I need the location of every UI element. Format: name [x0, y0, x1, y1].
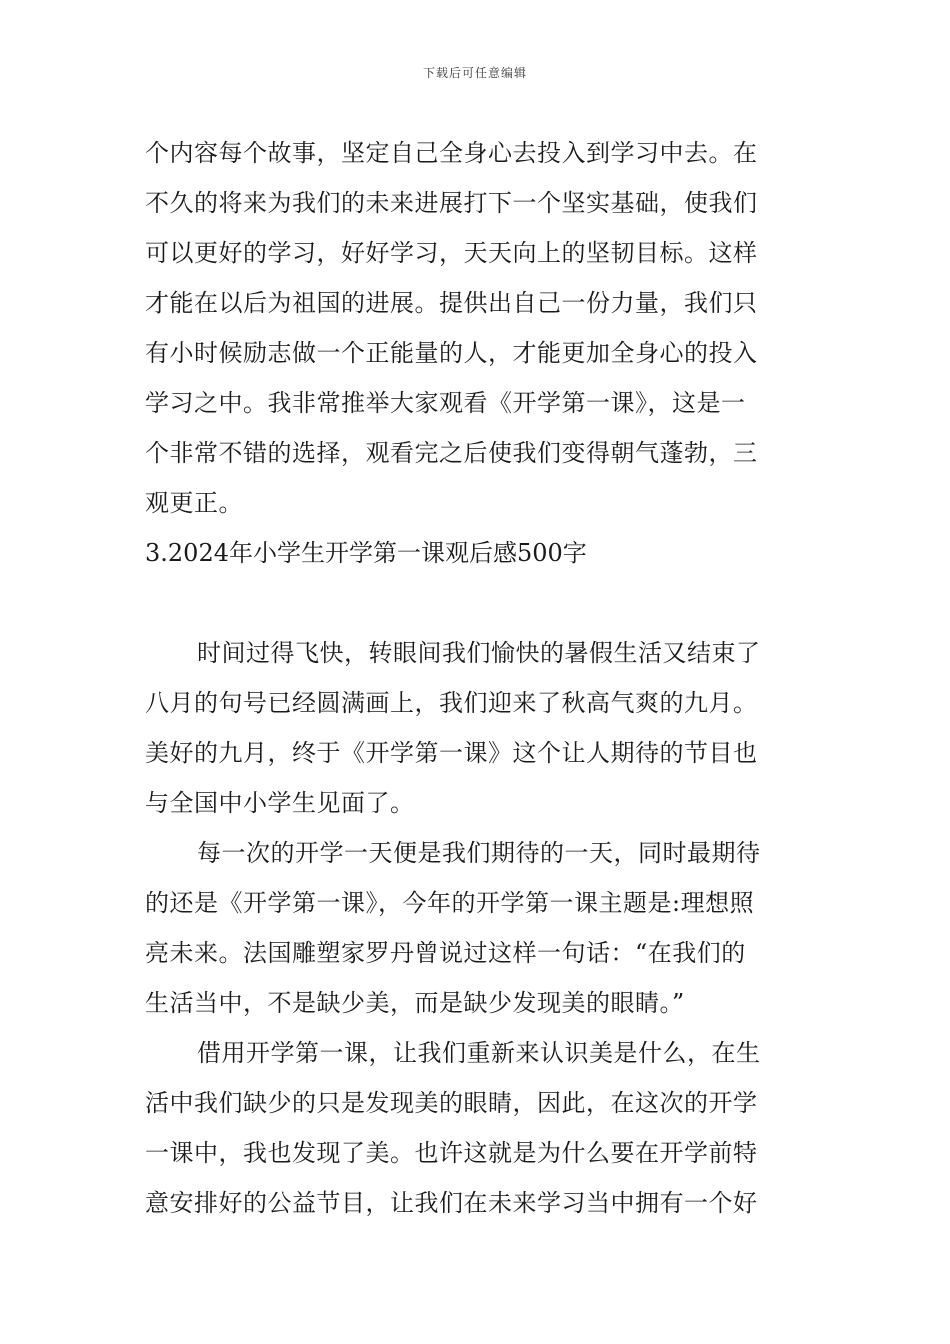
text-line: 美好的九月，终于《开学第一课》这个让人期待的节目也	[145, 739, 758, 767]
text-line: 一课中，我也发现了美。也许这就是为什么要在开学前特	[145, 1139, 758, 1167]
text-line: 与全国中小学生见面了。	[145, 789, 415, 817]
text-line: 有小时候励志做一个正能量的人，才能更加全身心的投入	[145, 339, 758, 367]
text-line: 借用开学第一课，让我们重新来认识美是什么，在生	[197, 1039, 761, 1067]
text-line: 个内容每个故事，坚定自己全身心去投入到学习中去。在	[145, 139, 758, 167]
text-line: 每一次的开学一天便是我们期待的一天，同时最期待	[197, 839, 761, 867]
text-line: 个非常不错的选择，观看完之后使我们变得朝气蓬勃，三	[145, 439, 758, 467]
text-line: 不久的将来为我们的未来进展打下一个坚实基础，使我们	[145, 189, 758, 217]
text-line: 八月的句号已经圆满画上，我们迎来了秋高气爽的九月。	[145, 689, 758, 717]
paragraph-continued	[145, 128, 810, 528]
text-line: 意安排好的公益节目，让我们在未来学习当中拥有一个好	[145, 1189, 758, 1217]
text-line: 观更正。	[145, 489, 243, 517]
document-body	[145, 128, 810, 1228]
text-line: 学习之中。我非常推举大家观看《开学第一课》，这是一	[145, 389, 746, 417]
section-heading: 3.2024年小学生开学第一课观后感500字	[145, 539, 587, 567]
text-line: 时间过得飞快，转眼间我们愉快的暑假生活又结束了	[197, 639, 761, 667]
page-header: 下载后可任意编辑	[422, 66, 527, 80]
text-line: 才能在以后为祖国的进展。提供出自己一份力量，我们只	[145, 289, 758, 317]
blank-line	[145, 578, 810, 628]
paragraph-1	[145, 628, 810, 828]
text-line: 生活当中，不是缺少美，而是缺少发现美的眼睛。”	[145, 989, 685, 1017]
text-line: 可以更好的学习，好好学习，天天向上的坚韧目标。这样	[145, 239, 758, 267]
paragraph-2	[145, 828, 810, 1028]
paragraph-3	[145, 1028, 810, 1228]
text-line: 活中我们缺少的只是发现美的眼睛，因此，在这次的开学	[145, 1089, 758, 1117]
text-line: 亮未来。法国雕塑家罗丹曾说过这样一句话：“在我们的	[145, 939, 746, 967]
text-line: 的还是《开学第一课》，今年的开学第一课主题是:理想照	[145, 889, 755, 917]
